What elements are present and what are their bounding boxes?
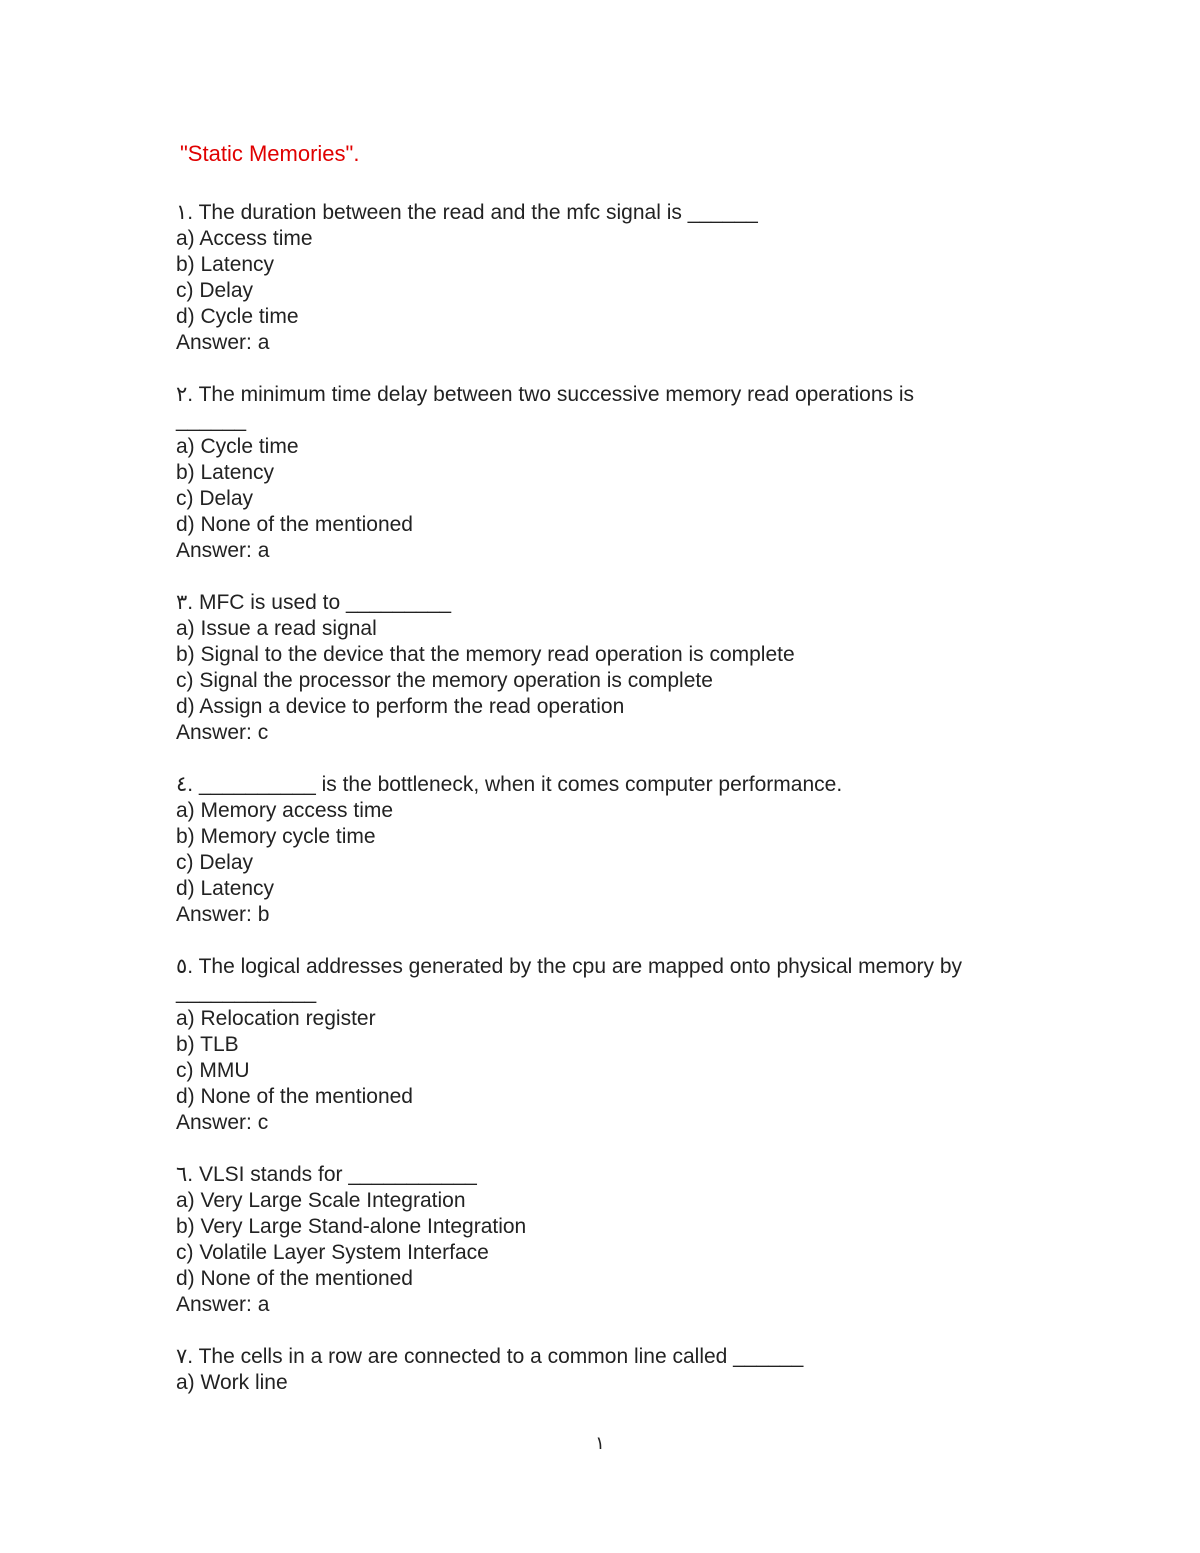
option: b) Very Large Stand-alone Integration <box>176 1215 527 1238</box>
option: b) Memory cycle time <box>176 825 376 848</box>
answer: Answer: a <box>176 331 270 354</box>
option: a) Issue a read signal <box>176 617 377 640</box>
question-2 <box>176 382 1076 564</box>
question-text: . The cells in a row are connected to a common line called ______ <box>187 1345 804 1368</box>
document-content <box>176 141 1076 1422</box>
question-text: . MFC is used to _________ <box>187 591 452 614</box>
option: a) Access time <box>176 227 313 250</box>
question-number: ٤ <box>176 773 188 796</box>
option: a) Memory access time <box>176 799 394 822</box>
option: b) Latency <box>176 253 275 276</box>
question-3 <box>176 590 1076 746</box>
option: c) Signal the processor the memory operation is complete <box>176 669 713 692</box>
question-number: ٧ <box>176 1345 188 1368</box>
page-number: ١ <box>595 1433 605 1453</box>
question-text: . The minimum time delay between two successive memory read operations is <box>187 383 915 406</box>
option: b) Latency <box>176 461 275 484</box>
question-stem <box>176 1162 1076 1188</box>
question-text-continued: ______ <box>176 409 247 432</box>
option: c) Delay <box>176 851 254 874</box>
question-number: ٢ <box>176 383 188 406</box>
option: b) TLB <box>176 1033 239 1056</box>
option: d) Latency <box>176 877 275 900</box>
option: c) Volatile Layer System Interface <box>176 1241 489 1264</box>
question-7 <box>176 1344 1076 1396</box>
question-stem <box>176 200 1076 226</box>
option: d) None of the mentioned <box>176 1267 413 1290</box>
question-text: . The duration between the read and the mfc signal is ______ <box>187 201 758 224</box>
answer: Answer: c <box>176 721 269 744</box>
question-5 <box>176 954 1076 1136</box>
question-number: ٦ <box>176 1163 188 1186</box>
question-number: ٥ <box>176 955 188 978</box>
option: d) None of the mentioned <box>176 513 413 536</box>
option: a) Cycle time <box>176 435 299 458</box>
answer: Answer: a <box>176 1293 270 1316</box>
question-text: . __________ is the bottleneck, when it comes computer performance. <box>187 773 843 796</box>
option: c) MMU <box>176 1059 250 1082</box>
answer: Answer: b <box>176 903 270 926</box>
option: d) Cycle time <box>176 305 299 328</box>
question-stem <box>176 772 1076 798</box>
question-text: . VLSI stands for ___________ <box>187 1163 477 1186</box>
question-text-continued: ____________ <box>176 981 317 1004</box>
question-6 <box>176 1162 1076 1318</box>
question-stem <box>176 382 1076 408</box>
answer: Answer: c <box>176 1111 269 1134</box>
question-number: ١ <box>176 201 188 224</box>
option: b) Signal to the device that the memory read operation is complete <box>176 643 795 666</box>
answer: Answer: a <box>176 539 270 562</box>
question-1 <box>176 200 1076 356</box>
question-number: ٣ <box>176 591 188 614</box>
option: d) None of the mentioned <box>176 1085 413 1108</box>
option: d) Assign a device to perform the read operation <box>176 695 625 718</box>
question-text: . The logical addresses generated by the cpu are mapped onto physical memory by <box>187 955 963 978</box>
question-stem <box>176 590 1076 616</box>
question-4 <box>176 772 1076 928</box>
document-title: "Static Memories". <box>180 141 360 166</box>
question-stem <box>176 1344 1076 1370</box>
option: a) Relocation register <box>176 1007 376 1030</box>
option: c) Delay <box>176 487 254 510</box>
option: c) Delay <box>176 279 254 302</box>
option: a) Work line <box>176 1371 288 1394</box>
question-stem <box>176 954 1076 980</box>
option: a) Very Large Scale Integration <box>176 1189 466 1212</box>
